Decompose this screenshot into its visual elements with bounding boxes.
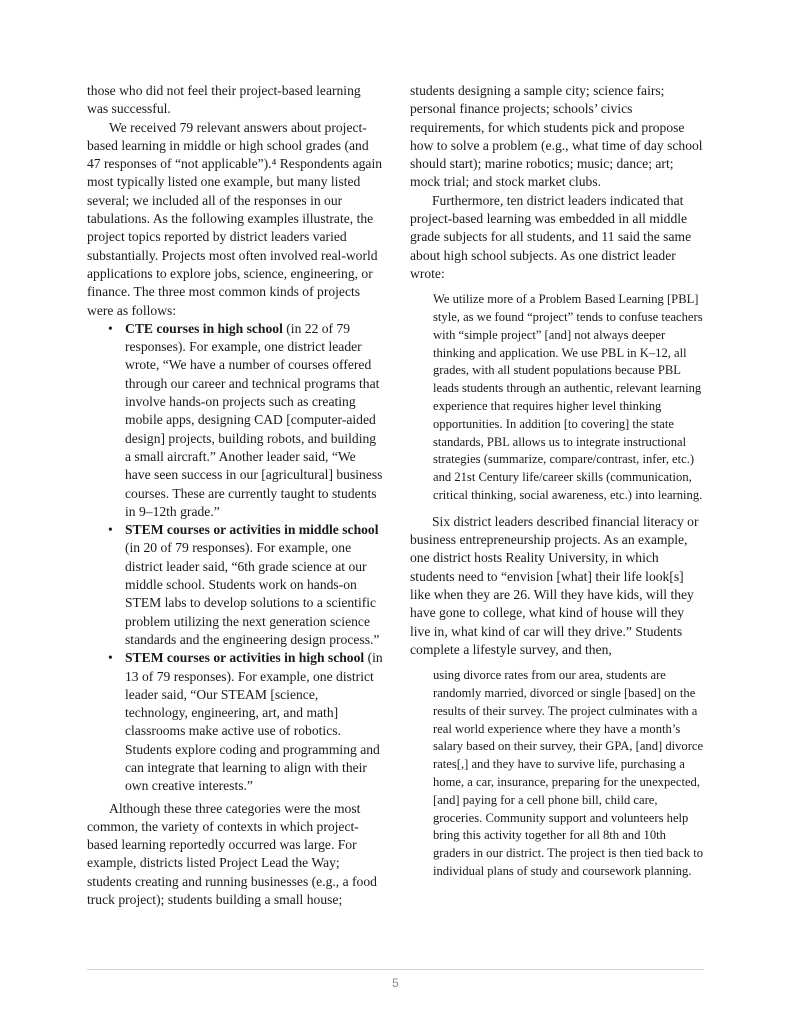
list-item-text: (in 22 of 79 responses). For example, one district leader wrote, “We have a number of courses offered through our career and technical programs that involve hands-on projects such as creating mobile apps, designing CAD [computer-aided design] projects, building robots, and building a small aircraft.” Another leader said, “We have seen success in our [agricultural] business courses. These are currently taught to students in 9–12th grade.”: [125, 320, 383, 519]
paragraph: Six district leaders described financial literacy or business entrepreneurship projects. As an example, one district hosts Reality University, in which students need to “envision [what] their life look[s] like when they are 26. Will they have kids, will they have gone to college, what kind of house will they live in, what kind of car will they drive.” Students complete a lifestyle survey, and then,: [410, 513, 699, 657]
right-column: [410, 82, 705, 889]
paragraph: Furthermore, ten district leaders indicated that project-based learning was embedded in all middle grade subjects for all students, and 11 said the same about high school subjects. As one district leader wrote:: [410, 192, 692, 281]
list-item-text: (in 13 of 79 responses). For example, one district leader said, “Our STEAM [science, technology, engineering, art, and math] classrooms make active use of robotics. Students explore coding and programming and can integrate that learning to align with their own creative interests.”: [125, 650, 383, 794]
list-item-heading: STEM courses or activities in middle school: [125, 522, 379, 538]
project-types-list: [87, 320, 383, 796]
paragraph: those who did not feel their project-based learning was successful.: [87, 83, 361, 117]
block-quote: using divorce rates from our area, students are randomly married, divorced or single [based] on the results of their survey. The project culminates with a real world experience where they have a month’s salary based on their survey, their GPA, [and] divorce rates[,] and they have to survive life, purchasing a home, a car, insurance, preparing for the unexpected, [and] paying for a cell phone bill, child care, groceries. Community support and volunteers help bring this activity together for all 8th and 10th graders in our district. The project is then tied back to individual plans of study and coursework planning.: [433, 668, 704, 878]
page-number: 5: [392, 976, 399, 990]
list-item: [125, 320, 383, 521]
list-item: [125, 521, 383, 649]
list-item-heading: STEM courses or activities in high school: [125, 650, 365, 666]
list-item-text: (in 20 of 79 responses). For example, one district leader said, “6th grade science at our middle school. Students work on hands-on STEM labs to develop solutions to a scientific problem utilizing the next generation science standards and the engineering design process.”: [125, 540, 380, 647]
list-item: [125, 649, 383, 795]
block-quote: We utilize more of a Problem Based Learning [PBL] style, as we found “project” tends to confuse teachers with “simple project” [and] not always deeper thinking and application. We use PBL in K–12, all grades, with all student populations because PBL leads students through an authentic, relevant learning experience that requires higher level thinking opportunities. In addition [to covering] the state standards, PBL allows us to integrate instructional strategies (summarize, compare/contrast, infer, etc.) and 21st Century life/career skills (communication, critical thinking, social awareness, etc.) into learning.: [433, 292, 703, 503]
paragraph: We received 79 relevant answers about project-based learning in middle or high school grades (and 47 responses of “not applicable”).⁴ Respondents again most typically listed one example, but many listed several; we included all of the responses in our tabulations. As the following examples illustrate, the project topics reported by district leaders varied substantially. Projects most often involved real-world applications to explore jobs, science, engineering, or finance. The three most common kinds of projects were as follows:: [87, 119, 383, 318]
paragraph: students designing a sample city; science fairs; personal finance projects; schools’ civics requirements, for which students pick and propose how to solve a problem (e.g., what time of day school should start); marine robotics; music; dance; art; mock trial; and stock market clubs.: [410, 83, 703, 190]
left-column: [87, 82, 383, 909]
paragraph: Although these three categories were the most common, the variety of contexts in which project-based learning reportedly occurred was large. For example, districts listed Project Lead the Way; students creating and running businesses (e.g., a food truck project); students building a small house;: [87, 800, 377, 908]
footer-divider: [87, 969, 704, 970]
list-item-heading: CTE courses in high school: [125, 320, 283, 336]
